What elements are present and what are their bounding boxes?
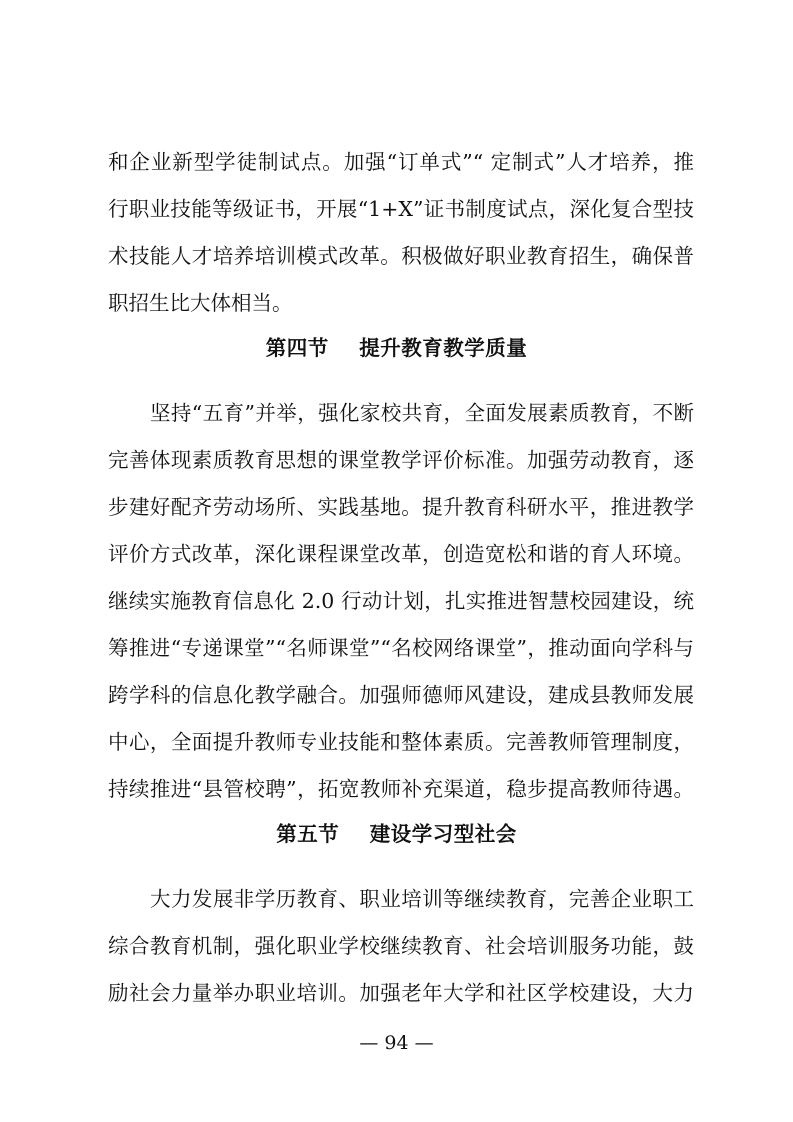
body-line: 评价方式改革，深化课程课堂改革，创造宽松和谐的育人环境。: [108, 542, 694, 566]
body-line: 行职业技能等级证书，开展“1+X”证书制度试点，深化复合型技: [108, 197, 694, 221]
body-line: 职招生比大体相当。: [108, 291, 293, 315]
body-line: 筹推进“专递课堂”“名师课堂”“名校网络课堂”，推动面向学科与: [108, 636, 694, 660]
body-line: 中心，全面提升教师专业技能和整体素质。完善教师管理制度，: [108, 730, 694, 754]
body-line: 继续实施教育信息化 2.0 行动计划，扎实推进智慧校园建设，统: [108, 589, 694, 613]
body-line: 综合教育机制，强化职业学校继续教育、社会培训服务功能，鼓: [108, 934, 694, 958]
body-line: 和企业新型学徒制试点。加强“订单式”“ 定制式”人才培养，推: [108, 150, 694, 174]
body-line: 坚持“五育”并举，强化家校共育，全面发展素质教育，不断: [150, 401, 694, 425]
body-line: 大力发展非学历教育、职业培训等继续教育，完善企业职工: [150, 887, 694, 911]
body-line: 持续推进“县管校聘”，拓宽教师补充渠道，稳步提高教师待遇。: [108, 777, 694, 801]
body-line: 步建好配齐劳动场所、实践基地。提升教育科研水平，推进教学: [108, 495, 694, 519]
body-line: 励社会力量举办职业培训。加强老年大学和社区学校建设，大力: [108, 981, 694, 1005]
page-number: — 94 —: [359, 1032, 434, 1054]
body-line: 术技能人才培养培训模式改革。积极做好职业教育招生，确保普: [108, 244, 694, 268]
body-line: 完善体现素质教育思想的课堂教学评价标准。加强劳动教育，逐: [108, 448, 694, 472]
section-heading-4: 第四节 提升教育教学质量: [265, 336, 528, 360]
section-heading-5: 第五节 建设学习型社会: [276, 822, 517, 846]
body-line: 跨学科的信息化教学融合。加强师德师风建设，建成县教师发展: [108, 683, 694, 707]
